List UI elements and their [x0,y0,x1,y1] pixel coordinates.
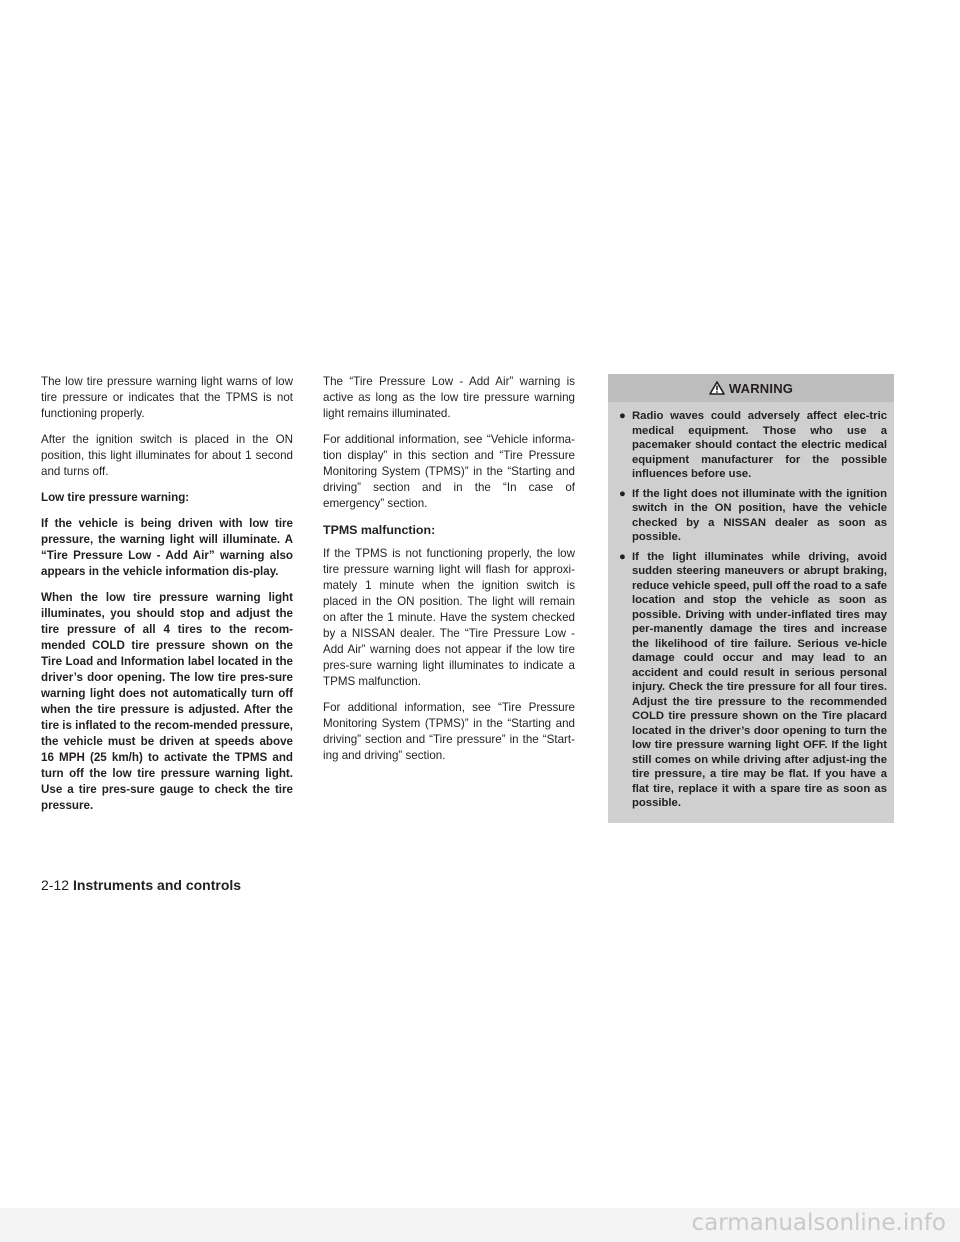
additional-info-paragraph-2: For additional information, see “Tire Pressure Monitoring System (TPMS)” in the “Starting and driving” section and “Tire pressure” in the “Start-ing and driving” section. [323,701,575,762]
warning-list [615,409,887,811]
low-pressure-paragraph-1: If the vehicle is being driven with low tire pressure, the warning light will illuminate. A “Tire Pressure Low - Add Air” warning also appears in the vehicle information dis-play. [41,517,293,578]
ignition-paragraph: After the ignition switch is placed in the ON position, this light illuminates for about 1 second and turns off. [41,433,293,478]
bullet-icon: ● [619,550,626,563]
bullet-icon: ● [619,487,626,500]
warning-box [608,374,894,823]
warning-item [615,487,887,545]
warning-title: WARNING [728,380,794,396]
watermark-bar [0,1208,960,1242]
warning-item-text: Radio waves could adversely affect elec-tric medical equipment. Those who use a pacemaker should contact the electric medical equipment manufacturer for the possible influences before use. [632,410,887,480]
warning-column [608,374,894,823]
text-column-2 [323,374,575,774]
warning-active-paragraph: The “Tire Pressure Low - Add Air” warning is active as long as the low tire pressure warning light remains illuminated. [323,375,575,420]
section-title: Instruments and controls [73,877,242,893]
warning-triangle-icon [709,381,725,395]
warning-item-text: If the light illuminates while driving, avoid sudden steering maneuvers or abrupt braking, reduce vehicle speed, pull off the road to a safe location and stop the vehicle as soon as possible. Driving with under-inflated tires may per-manently damage the tires and increase the likelihood of tire failure. Serious ve-hicle damage could occur and may lead to an accident and could result in serious personal injury. Check the tire pressure for all four tires. Adjust the tire pressure to the recommended COLD tire pressure shown on the Tire placard located in the driver’s door opening to turn the low tire pressure warning light OFF. If the light still comes on while driving after adjust-ing the tire pressure, a tire may be flat. If you have a flat tire, replace it with a spare tire as soon as possible. [632,550,887,809]
bullet-icon: ● [619,410,626,422]
low-pressure-paragraph-2: When the low tire pressure warning light illuminates, you should stop and adjust the tire pressure of all 4 tires to the recom-mended COLD tire pressure shown on the Tire Load and Information label located in the driver’s door opening. The low tire pres-sure warning light does not automatically turn off when the tire pressure is adjusted. After the tire is inflated to the recom-mended pressure, the vehicle must be driven at speeds above 16 MPH (25 km/h) to activate the TPMS and turn off the low tire pressure warning light. Use a tire pres-sure gauge to check the tire pressure. [41,591,293,812]
additional-info-paragraph: For additional information, see “Vehicle informa-tion display” in this section and “Tire Pressure Monitoring System (TPMS)” in the “Starting and driving” section and in the “In case of emergency” section. [323,433,575,510]
text-column-1 [41,374,293,824]
watermark-text: carmanualsonline.info [691,1210,946,1236]
tpms-malfunction-paragraph: If the TPMS is not functioning properly, the low tire pressure warning light will flash for approxi-mately 1 minute when the ignition switch is placed in the ON position. The light will remain on after the 1 minute. Have the system checked by a NISSAN dealer. The “Tire Pressure Low - Add Air” warning does not appear if the low tire pres-sure warning light illuminates to indicate a TPMS malfunction. [323,547,575,688]
warning-header [608,374,894,402]
page-footer [41,876,241,894]
low-pressure-heading: Low tire pressure warning: [41,491,190,504]
page-number: 2-12 [41,877,70,893]
intro-paragraph: The low tire pressure warning light warns of low tire pressure or indicates that the TPMS is not functioning properly. [41,375,293,420]
warning-item [615,409,887,482]
warning-item [615,550,887,811]
warning-item-text: If the light does not illuminate with the ignition switch in the ON position, have the vehicle checked by a NISSAN dealer as soon as possible. [632,487,887,543]
tpms-malfunction-heading: TPMS malfunction: [323,523,436,537]
